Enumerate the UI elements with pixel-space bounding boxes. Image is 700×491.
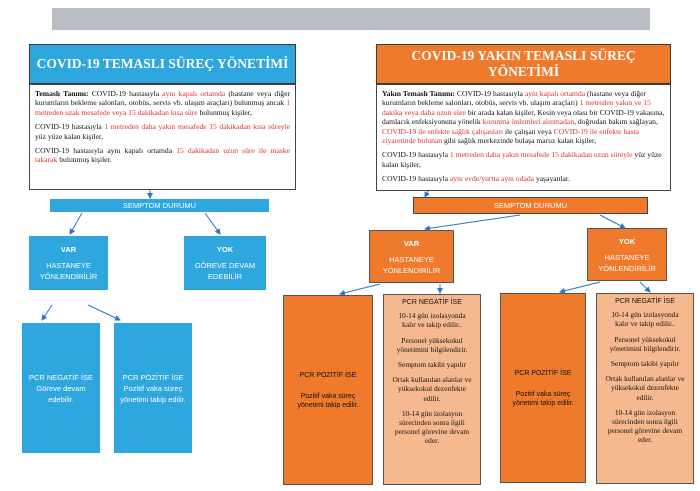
right-yok-neg-title: PCR NEGATİF İSE xyxy=(615,298,675,305)
arrow xyxy=(600,215,625,228)
left-definition-box xyxy=(29,84,296,190)
right-var-neg-item: 10-14 gün izolasyonda kalır ve takip edilir.. xyxy=(398,311,466,330)
right-yok-neg-item: Ortak kullanılan alanlar ve yüksekokul dezenfekte edilir. xyxy=(605,374,685,402)
arrow xyxy=(42,305,52,320)
arrow xyxy=(205,213,220,234)
left-neg-text: Göreve devam edebilir. xyxy=(36,383,86,404)
right-yok-poz-text: Pozitif vaka süreç yönetimi takip edilir. xyxy=(512,390,574,407)
arrow xyxy=(70,213,82,234)
right-definition: Yakın Temaslı Tanımı: COVID-19 hastasıyla aynı kapalı ortamda (hastane veya diğer kurumların bekleme salonları, otobüs, servis vb. ulaşım araçları) 1 metreden yakın ve 15 dakika veya daha uzun süre bir arada kalan kişiler, Kesin veya olası bir COVID-19 vakasına, damlacık enfeksiyonuna yönelik korunma önlemleri alınmadan, doğrudan bakım sağlayan, COVID-19 ile enfekte sağlık çalışanları ile çalışan veya COVID-19 ile enfekte hasta ziyaretinde bulunan gibi sağlık merkezinde bulaşa maruz kalan kişiler, xyxy=(382,89,665,146)
right-var-neg-item: Personel yüksekokul yönetimini bilgilendirir. xyxy=(396,335,468,354)
right-para-2: COVID-19 hastasıyla 1 metreden daha yakın mesafede 15 dakikadan uzun süreyle yüz yüze kalan kişiler, xyxy=(382,150,662,169)
right-yok-poz-title: PCR POZİTİF İSE xyxy=(514,369,572,377)
arrow xyxy=(88,305,120,320)
right-var-neg-item: 10-14 gün izolasyon sürecinden sonra ilgili personel görevine devam eder. xyxy=(394,408,470,446)
right-yok-title: YOK xyxy=(618,236,636,246)
right-var-pcr-negative-box xyxy=(383,294,481,485)
redacted-header-bar xyxy=(52,8,650,30)
right-definition-box xyxy=(376,84,671,191)
right-para-3: COVID-19 hastasıyla aynı evde/yurtta aynı odada yaşayanlar. xyxy=(382,174,570,184)
right-yok-box xyxy=(587,228,667,281)
right-yok-neg-item: 10-14 gün izolasyon sürecinden sonra ilgili personel görevine devam eder. xyxy=(607,407,683,445)
right-yok-neg-item: Semptom takibi yapılır xyxy=(610,359,680,369)
right-var-neg-item: Semptom takibi yapılır xyxy=(397,360,467,370)
right-var-neg-item: Ortak kullanılan alanlar ve yüksekokul dezenfekte edilir. xyxy=(392,375,472,403)
left-para-2: COVID-19 hastasıyla 1 metreden daha yakın mesafede 15 dakikadan kısa süreyle yüz yüze kalan kişiler, xyxy=(35,122,290,141)
left-para-3: COVID-19 hastasıyla aynı kapalı ortamda 15 dakikadan uzun süre ile maske takarak bulunmuş kişiler. xyxy=(35,146,290,165)
right-yok-neg-item: Personel yüksekokul yönetimini bilgilendirir. xyxy=(609,334,681,353)
left-yok-text: GÖREVE DEVAM EDEBİLİR xyxy=(194,261,256,281)
right-symptom-status: SEMPTOM DURUMU xyxy=(413,197,648,214)
right-var-title: VAR xyxy=(403,238,420,248)
left-pcr-positive-box xyxy=(114,323,192,453)
left-var-title: VAR xyxy=(60,245,77,254)
right-var-neg-title: PCR NEGATİF İSE xyxy=(402,299,462,306)
right-yok-neg-item: 10-14 gün izolasyonda kalır ve takip edilir.. xyxy=(611,310,679,329)
arrow xyxy=(560,282,600,292)
left-neg-title: PCR NEGATİF İSE xyxy=(28,372,94,382)
right-yok-pcr-negative-box xyxy=(596,293,694,484)
right-yok-pcr-positive-box xyxy=(500,293,586,483)
right-var-text: HASTANEYE YÖNLENDİRİLİR xyxy=(382,254,441,275)
left-yok-title: YOK xyxy=(216,245,234,254)
left-poz-text: Pozitif vaka süreç yönetimi takip edilir. xyxy=(120,383,186,404)
left-title: COVID-19 TEMASLI SÜREÇ YÖNETİMİ xyxy=(29,44,296,84)
left-symptom-status: SEMPTOM DURUMU xyxy=(50,199,269,212)
left-definition: Temaslı Tanımı: COVID-19 hastasıyla aynı kapalı ortamda (hastane veya diğer kurumların bekleme salonları, otobüs, servis vb. ulaşım araçları) bulunmuş ancak 1 metreden uzak mesafede veya 15 dakikadan kısa süre bulunmuş kişiler, xyxy=(35,89,290,117)
right-yok-text: HASTANEYE YÖNLENDİRİLİR xyxy=(598,252,656,273)
left-var-text: HASTANEYE YÖNLENDİRİLİR xyxy=(39,261,98,281)
arrow xyxy=(425,215,520,229)
left-yok-box xyxy=(184,236,266,290)
left-pcr-negative-box xyxy=(22,323,100,453)
right-var-pcr-positive-box xyxy=(283,295,373,485)
left-poz-title: PCR POZİTİF İSE xyxy=(122,372,184,382)
left-var-box xyxy=(29,236,108,290)
right-title: COVID-19 YAKIN TEMASLI SÜREÇ YÖNETİMİ xyxy=(376,44,671,84)
right-var-poz-text: Pozitif vaka süreç yönetimi takip edilir. xyxy=(297,392,359,409)
arrow xyxy=(640,282,650,292)
arrow xyxy=(340,284,380,294)
right-var-box xyxy=(369,230,454,283)
right-var-poz-title: PCR POZİTİF İSE xyxy=(299,371,357,379)
